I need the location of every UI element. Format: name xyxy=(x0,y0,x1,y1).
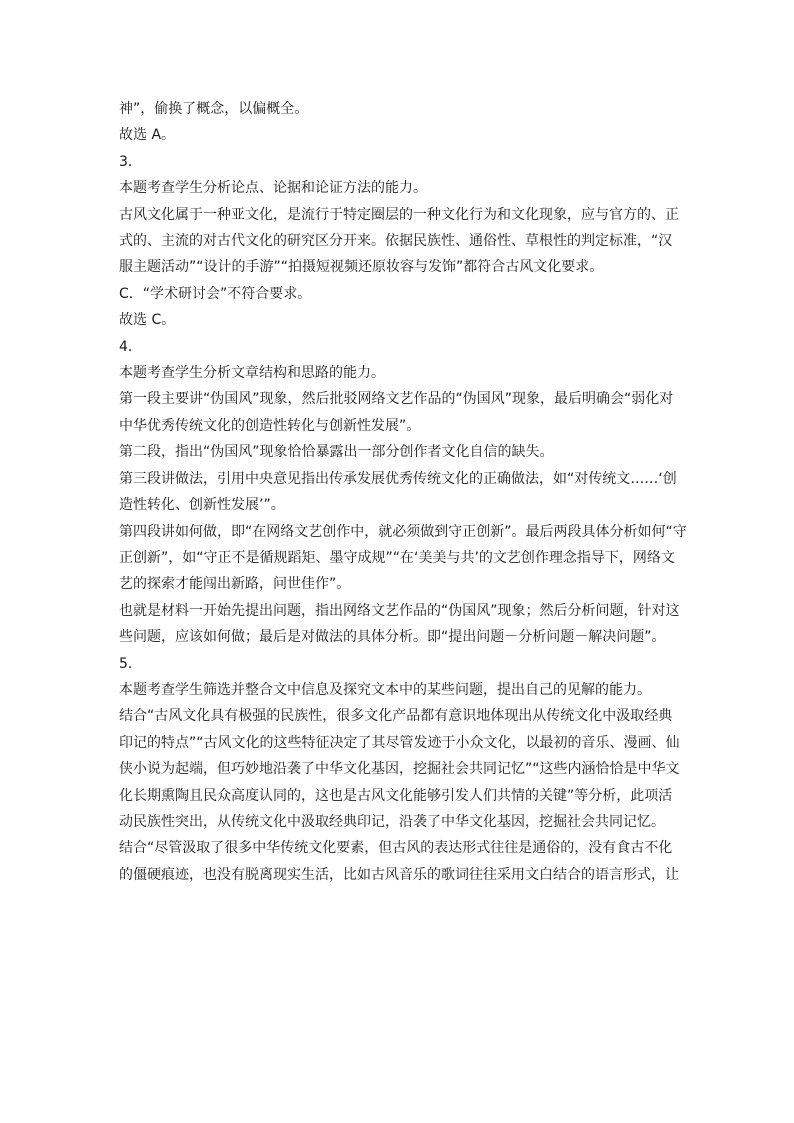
document-body xyxy=(119,96,687,888)
text-line: 第三段讲做法，引用中央意见指出传承发展优秀传统文化的正确做法，如“对传统文……‘创 xyxy=(119,470,677,487)
text-line: 结合“尽管汲取了很多中华传统文化要素，但古风的表达形式往往是通俗的，没有食古不化 xyxy=(119,840,673,857)
text-line: 些问题，应该如何做；最后是对做法的具体分析。即“提出问题－分析问题－解决问题”。 xyxy=(119,629,666,646)
text-line: 式的、主流的对古代文化的研究区分开来。依据民族性、通俗性、草根性的判定标准，“汉 xyxy=(119,233,673,250)
question-number: 5． xyxy=(119,655,142,672)
text-line: 动民族性突出，从传统文化中汲取经典印记，沿袭了中华文化基因，挖掘社会共同记忆。 xyxy=(119,813,665,830)
question-number: 3． xyxy=(119,153,142,170)
text-line: 第四段讲如何做，即“在网络文艺创作中，就必须做到守正创新”。最后两段具体分析如何“守 xyxy=(119,523,687,540)
text-line: 神”，偷换了概念，以偏概全。 xyxy=(119,101,309,117)
question-number: 4． xyxy=(119,338,142,355)
text-line: 故选 A。 xyxy=(119,127,176,144)
text-line: 化长期熏陶且民众高度认同的，这也是古风文化能够引发人们共情的关键”等分析，此项活 xyxy=(119,787,673,804)
text-line: 第二段，指出“伪国风”现象恰恰暴露出一部分创作者文化自信的缺失。 xyxy=(119,444,554,461)
text-line: C．“学术研讨会”不符合要求。 xyxy=(119,285,312,302)
text-line: 艺的探索才能闯出新路，问世佳作”。 xyxy=(119,576,351,593)
text-line: 造性转化、创新性发展’”。 xyxy=(119,497,285,514)
text-line: 结合“古风文化具有极强的民族性，很多文化产品都有意识地体现出从传统文化中汲取经典 xyxy=(119,708,673,725)
text-line: 古风文化属于一种亚文化，是流行于特定圈层的一种文化行为和文化现象，应与官方的、正 xyxy=(119,206,679,223)
text-line: 服主题活动”“设计的手游”“拍摄短视频还原妆容与发饰”都符合古风文化要求。 xyxy=(119,259,604,276)
text-line: 中华优秀传统文化的创造性转化与创新性发展”。 xyxy=(119,417,421,434)
text-line: 正创新”，如“守正不是循规蹈矩、墨守成规”“在‘美美与共’的文艺创作理念指导下，网络文 xyxy=(119,549,675,566)
text-line: 本题考查学生分析论点、论据和论证方法的能力。 xyxy=(119,180,427,197)
text-line: 的僵硬痕迹，也没有脱离现实生活，比如古风音乐的歌词往往采用文白结合的语言形式，让 xyxy=(119,866,679,883)
text-line: 故选 C。 xyxy=(119,312,176,329)
text-line: 本题考查学生分析文章结构和思路的能力。 xyxy=(119,365,385,382)
text-line: 也就是材料一开始先提出问题，指出网络文艺作品的“伪国风”现象；然后分析问题，针对这 xyxy=(119,602,680,619)
text-line: 印记的特点”“古风文化的这些特征决定了其尽管发迹于小众文化，以最初的音乐、漫画、仙 xyxy=(119,734,680,751)
text-line: 第一段主要讲“伪国风”现象，然后批驳网络文艺作品的“伪国风”现象，最后明确会“弱化对 xyxy=(119,391,674,408)
text-line: 本题考查学生筛选并整合文中信息及探究文本中的某些问题，提出自己的见解的能力。 xyxy=(119,681,651,698)
text-line: 侠小说为起端，但巧妙地沿袭了中华文化基因，挖掘社会共同记忆”“这些内涵恰恰是中华文 xyxy=(119,761,680,778)
